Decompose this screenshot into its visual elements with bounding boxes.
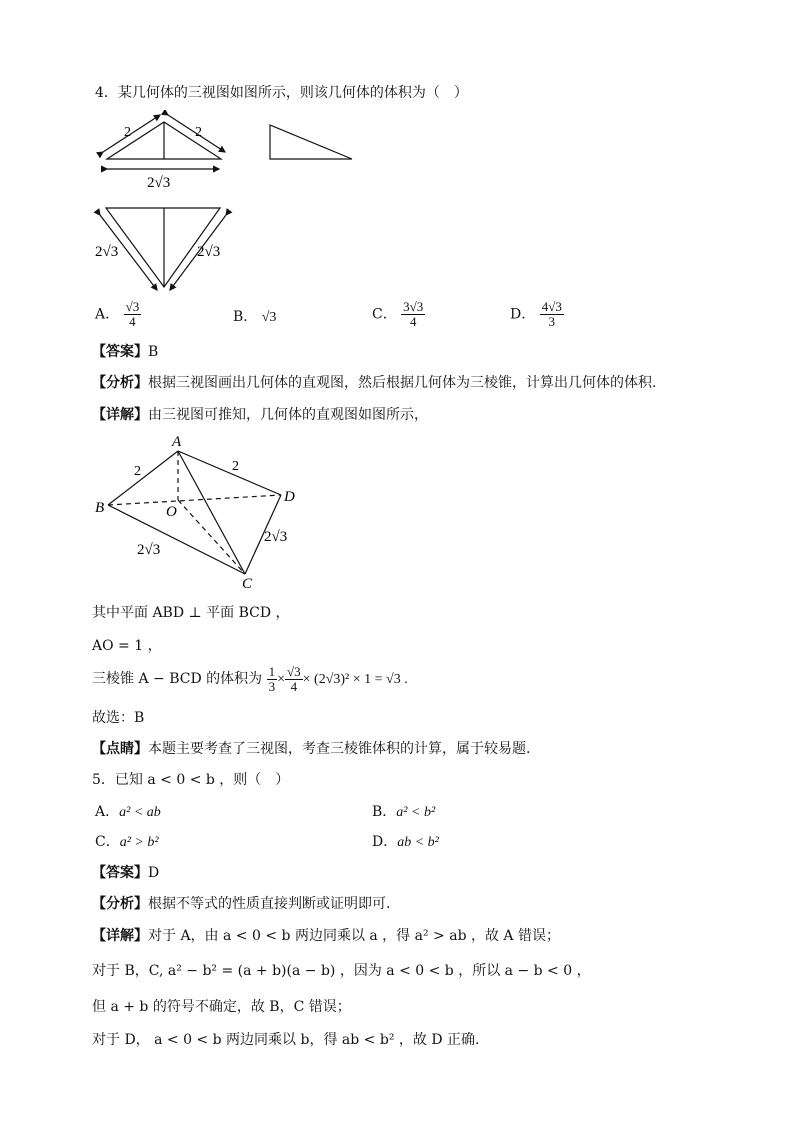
pyramid-figure	[0, 432, 794, 602]
vertex-d: D	[284, 489, 295, 505]
q4-analysis: 【分析】根据三视图画出几何体的直观图，然后根据几何体为三棱锥，计算出几何体的体积.	[92, 375, 657, 391]
q4-answer: 【答案】B	[92, 344, 159, 360]
q5-analysis: 【分析】根据不等式的性质直接判断或证明即可.	[92, 896, 391, 912]
front-right-label: 2	[195, 125, 202, 140]
q5-option-a: A．a² < ab	[95, 804, 161, 820]
edge-ad-label: 2	[232, 459, 239, 474]
q4-detail: 【详解】由三视图可推知，几何体的直观图如图所示，	[92, 407, 428, 423]
q5-option-d: D．ab < b²	[372, 834, 439, 850]
front-base-label: 2√3	[147, 175, 171, 191]
top-left-label: 2√3	[95, 244, 119, 260]
vertex-a: A	[172, 434, 182, 450]
q5-detail-line3: 但 a + b 的符号不确定，故 B，C 错误；	[92, 999, 351, 1015]
q5-option-b: B．a² < b²	[372, 804, 436, 820]
q4-line1: 其中平面 ABD ⊥ 平面 BCD ，	[92, 605, 290, 621]
edge-bc-label: 2√3	[137, 542, 161, 558]
vertex-c: C	[242, 576, 253, 592]
q4-line2: AO = 1 ，	[92, 638, 162, 654]
q5-option-c: C．a² > b²	[95, 834, 159, 850]
vertex-o: O	[166, 504, 177, 520]
q4-option-b: B． √3	[233, 309, 277, 325]
side-view	[270, 125, 352, 159]
q5-answer: 【答案】D	[92, 865, 160, 881]
top-right-label: 2√3	[197, 244, 221, 260]
edge-ab-label: 2	[134, 464, 141, 479]
q5-detail-line2: 对于 B，C, a² − b² = (a + b)(a − b) ，因为 a < 0 < b ，所以 a − b < 0 ，	[92, 963, 591, 979]
front-view	[103, 115, 225, 169]
q5-detail-line4: 对于 D， a < 0 < b 两边同乘以 b，得 ab < b² ，故 D 正确.	[92, 1032, 480, 1048]
q4-option-d: D． $\frac{4√3}{3}$	[510, 299, 562, 329]
three-views-figure	[0, 110, 794, 410]
q4-choose: 故选：B	[92, 710, 145, 726]
q4-option-a: A． $\frac{√3}{4}$	[95, 299, 140, 329]
q4-line3: 三棱锥 A − BCD 的体积为 $\frac{1}{3}$ × $\frac{√3}{4}$ × (2√3)² × 1 = √3 .	[92, 663, 408, 694]
q4-stem: 4．某几何体的三视图如图所示，则该几何体的体积为（ ）	[95, 85, 468, 101]
front-left-label: 2	[124, 125, 131, 140]
q5-detail: 【详解】对于 A，由 a < 0 < b 两边同乘以 a ，得 a² > ab ，故 A 错误；	[92, 928, 560, 944]
q4-option-c: C． $\frac{3√3}{4}$	[372, 299, 424, 329]
vertex-b: B	[95, 500, 105, 516]
q4-comment: 【点睛】本题主要考查了三视图，考查三棱锥体积的计算，属于较易题.	[92, 741, 531, 757]
q5-stem: 5．已知 a < 0 < b ，则（ ）	[92, 772, 290, 788]
edge-dc-label: 2√3	[264, 529, 288, 545]
